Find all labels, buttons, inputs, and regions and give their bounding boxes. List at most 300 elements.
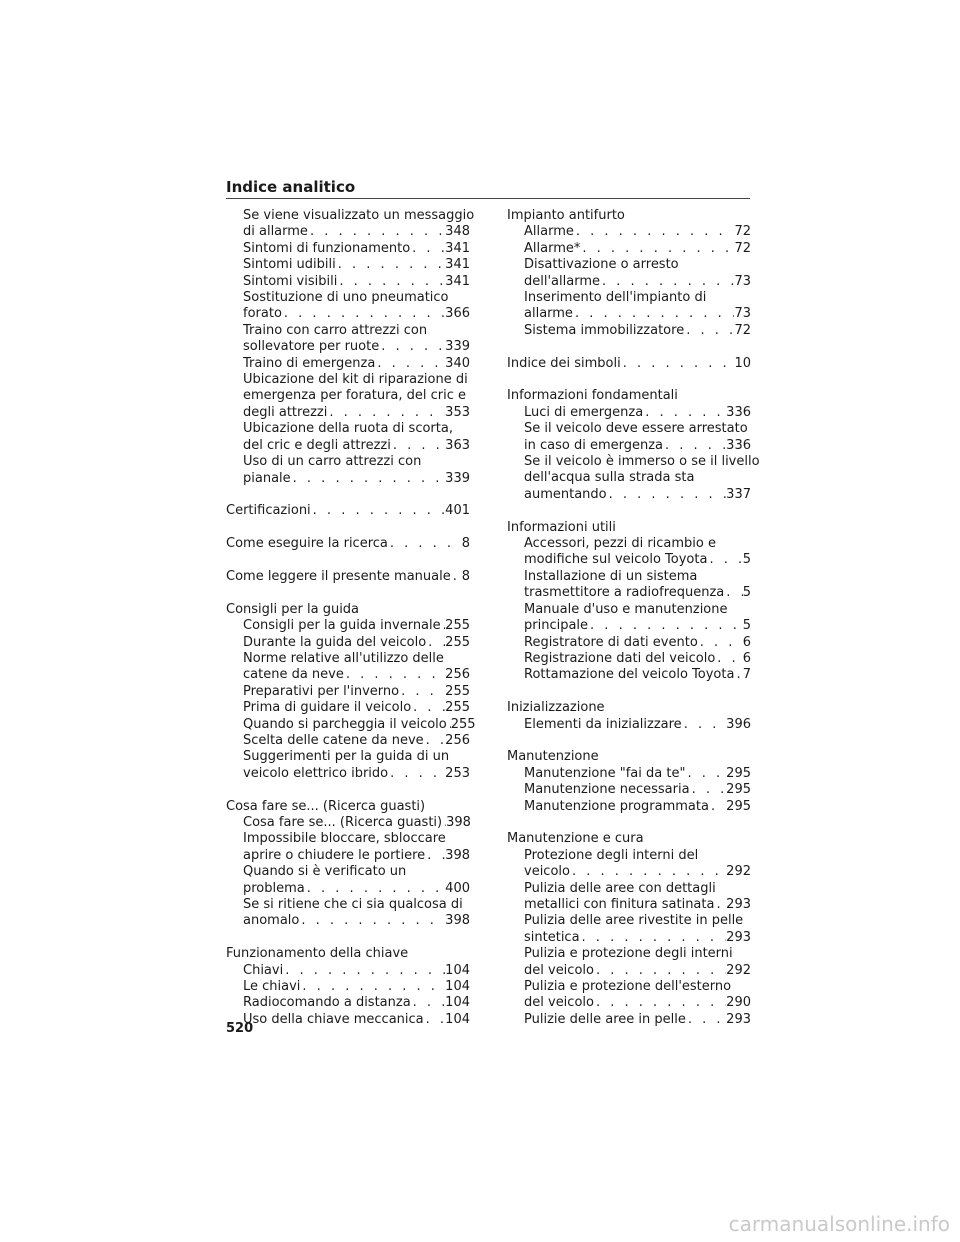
index-page-ref[interactable]: 340 [445, 355, 470, 371]
index-entry [226, 651, 470, 684]
index-entry-text: Traino con carro attrezzi con [243, 322, 428, 338]
index-line [226, 831, 470, 847]
index-group-title [507, 356, 751, 372]
index-line [507, 848, 751, 864]
index-line [507, 946, 751, 962]
index-entry-text: Disattivazione o arresto [524, 257, 679, 273]
index-page-ref[interactable]: 295 [726, 782, 751, 798]
index-line [507, 979, 751, 995]
index-line [226, 438, 470, 454]
index-line [507, 799, 751, 815]
index-group [226, 946, 470, 1028]
index-entry-text: sollevatore per ruote [243, 339, 380, 355]
index-line [507, 864, 751, 880]
index-line [226, 454, 470, 470]
index-entry-text: Manutenzione "fai da te" [524, 765, 686, 781]
index-page-ref[interactable]: 353 [445, 404, 470, 420]
index-entry-text: Certificazioni [226, 503, 311, 519]
index-page-ref[interactable]: 292 [726, 962, 751, 978]
index-entry-text: Manuale d'uso e manutenzione [524, 601, 728, 617]
index-entry [507, 799, 751, 815]
index-entry-text: Pulizia delle aree rivestite in pelle [524, 913, 744, 929]
index-page-ref[interactable]: 10 [734, 355, 751, 371]
index-entry-text: forato [243, 306, 282, 322]
index-entry [507, 405, 751, 421]
index-entry [507, 848, 751, 881]
index-page-ref[interactable]: 5 [742, 552, 751, 568]
index-page-ref[interactable]: 255 [445, 683, 470, 699]
index-entry [226, 749, 470, 782]
index-line [226, 471, 470, 487]
dot-leader [451, 569, 462, 585]
index-group [507, 700, 751, 733]
index-group-title [226, 569, 470, 585]
index-page-ref[interactable]: 341 [445, 257, 470, 273]
index-page-ref[interactable]: 255 [445, 618, 470, 634]
index-line [507, 963, 751, 979]
index-entry-text: del veicolo [524, 962, 594, 978]
index-entry-text: pianale [243, 470, 291, 486]
index-line [507, 241, 751, 257]
index-line [226, 372, 470, 388]
index-entry-text: Allarme* [524, 240, 581, 256]
index-line [507, 224, 751, 240]
index-page-ref[interactable]: 72 [734, 322, 751, 338]
index-entry [507, 667, 751, 683]
index-group [226, 569, 470, 585]
index-line [226, 323, 470, 339]
index-entry-text: Preparativi per l'inverno [243, 683, 400, 699]
index-page-ref[interactable]: 255 [450, 716, 476, 732]
dot-leader [607, 487, 727, 503]
dot-leader [600, 274, 734, 290]
dot-leader [311, 503, 446, 519]
index-line [226, 241, 470, 257]
index-line [507, 257, 751, 273]
index-entry-text: Registratore di dati evento [524, 634, 698, 650]
index-entry-text: Consigli per la guida invernale [243, 618, 441, 634]
index-group [507, 831, 751, 1028]
index-line [507, 766, 751, 782]
index-entry-text: Protezione degli interni del [524, 847, 699, 863]
index-entry-text: anomalo [243, 913, 300, 929]
index-entry-text: Elementi da inizializzare [524, 716, 682, 732]
index-entry [226, 995, 470, 1011]
index-entry-text: Cosa fare se... (Ricerca guasti) [243, 814, 443, 830]
dot-leader [690, 782, 727, 798]
index-entry [507, 224, 751, 240]
dot-leader [300, 979, 445, 995]
index-entry-text: Installazione di un sistema [524, 568, 698, 584]
index-page-ref[interactable]: 255 [445, 700, 470, 716]
index-page-ref[interactable]: 255 [445, 634, 470, 650]
index-page-ref[interactable]: 363 [445, 437, 470, 453]
index-page-ref[interactable]: 104 [445, 995, 470, 1011]
index-line [507, 651, 751, 667]
dot-leader [344, 667, 445, 683]
index-entry [507, 946, 751, 979]
index-line [226, 749, 470, 765]
index-group [226, 536, 470, 552]
index-entry-text: Indice dei simboli [507, 355, 621, 371]
index-entry-text: Luci di emergenza [524, 404, 644, 420]
index-entry [226, 274, 470, 290]
index-line [507, 881, 751, 897]
dot-leader [283, 963, 445, 979]
index-line [507, 306, 751, 322]
index-group [226, 601, 476, 782]
index-group [226, 799, 470, 930]
index-entry-text: allarme [524, 306, 573, 322]
index-line [226, 815, 470, 831]
dot-leader [411, 995, 446, 1011]
index-entry-text: Come eseguire la ricerca [226, 536, 388, 552]
index-line [507, 438, 751, 454]
index-page-ref[interactable]: 398 [446, 814, 471, 830]
index-entry-text: di allarme [243, 224, 308, 240]
index-group-title: Manutenzione e cura [507, 831, 644, 847]
index-entry-text: Rottamazione del veicolo Toyota [524, 667, 735, 683]
index-entry-text: dell'allarme [524, 273, 600, 289]
index-page-ref[interactable]: 293 [726, 1011, 751, 1027]
index-entry-text: Le chiavi [243, 979, 301, 994]
index-entry-text: emergenza per foratura, del cric e [243, 388, 467, 404]
index-line [226, 897, 470, 913]
index-line [226, 667, 470, 683]
dot-leader [282, 306, 445, 322]
index-group-title [226, 536, 470, 552]
index-line [507, 274, 751, 290]
index-entry-text: Sostituzione di uno pneumatico [243, 290, 449, 306]
index-entry [507, 241, 751, 257]
index-entry-text: Registrazione dati del veicolo [524, 650, 716, 666]
dot-leader [424, 733, 446, 749]
index-page-ref[interactable]: 341 [445, 273, 470, 289]
index-line [507, 930, 751, 946]
index-entry-text: in caso di emergenza [524, 437, 664, 453]
index-entry-text: Pulizia delle aree con dettagli [524, 880, 716, 896]
index-entry-text: Pulizia e protezione dell'esterno [524, 979, 732, 994]
index-line [226, 766, 470, 782]
page-title: Indice analitico [226, 178, 356, 196]
watermark: carmanualsonline.info [728, 1212, 950, 1236]
index-entry-text: Se si ritiene che ci sia qualcosa di [243, 896, 463, 912]
index-line [507, 995, 751, 1011]
index-entry-text: Accessori, pezzi di ricambio e [524, 536, 716, 552]
index-page-ref[interactable]: 398 [445, 847, 470, 863]
index-line [226, 618, 470, 634]
index-page-ref[interactable]: 293 [726, 929, 751, 945]
dot-leader [621, 356, 735, 372]
dot-leader [411, 700, 445, 716]
index-group-title: Impianto antifurto [507, 208, 625, 223]
index-group-title: Funzionamento della chiave [226, 946, 409, 962]
index-page-ref[interactable]: 293 [726, 896, 751, 912]
index-entry-text: Uso della chiave meccanica [243, 1011, 424, 1027]
index-line [226, 716, 476, 733]
index-entry [226, 1012, 470, 1028]
index-entry-text: Suggerimenti per la guida di un [243, 749, 450, 765]
index-line [226, 963, 470, 979]
dot-leader [709, 799, 726, 815]
index-entry [226, 897, 470, 930]
dot-leader [686, 1012, 726, 1028]
index-group [507, 356, 751, 372]
index-page-ref[interactable]: 341 [445, 240, 470, 256]
index-page-ref[interactable]: 5 [742, 618, 751, 634]
index-entry [226, 716, 476, 733]
index-line [507, 667, 751, 683]
index-page-ref[interactable]: 6 [742, 634, 751, 650]
index-page-ref[interactable]: 400 [445, 880, 470, 896]
index-entry-text: Inserimento dell'impianto di [524, 290, 707, 306]
index-page-ref[interactable]: 8 [461, 568, 470, 584]
index-entry [507, 421, 751, 454]
index-entry-text: modifiche sul veicolo Toyota [524, 552, 708, 568]
index-entry [507, 766, 751, 782]
index-page-ref[interactable]: 256 [445, 732, 470, 748]
index-line [226, 733, 470, 749]
index-line [226, 700, 470, 716]
index-line [226, 864, 470, 880]
dot-leader [426, 635, 445, 651]
index-entry-text: veicolo elettrico ibrido [243, 765, 389, 781]
index-entry [226, 257, 470, 273]
index-column-left [226, 208, 476, 1045]
index-entry [226, 831, 470, 864]
dot-leader [574, 224, 735, 240]
dot-leader [594, 963, 726, 979]
index-line [226, 421, 470, 437]
dot-leader [379, 339, 445, 355]
index-entry-text: trasmettitore a radiofrequenza [524, 585, 725, 601]
index-line [226, 635, 470, 651]
index-page-ref[interactable]: 104 [445, 1011, 470, 1027]
index-page-ref[interactable]: 295 [726, 765, 751, 781]
index-entry [226, 454, 470, 487]
index-line [226, 881, 470, 897]
index-entry-text: Sintomi di funzionamento [243, 240, 411, 256]
index-entry-text: Allarme [524, 224, 574, 240]
index-line [507, 913, 751, 929]
index-entry-text: Pulizia e protezione degli interni [524, 946, 733, 962]
index-line [226, 274, 470, 290]
index-entry-text: dell'acqua sulla strada sta [524, 470, 695, 486]
index-entry [226, 733, 470, 749]
dot-leader [308, 224, 445, 240]
index-entry-text: sintetica [524, 929, 580, 945]
dot-leader [299, 913, 445, 929]
index-line [226, 388, 470, 404]
index-group-title: Informazioni fondamentali [507, 388, 678, 404]
index-entry [507, 536, 751, 569]
index-page-ref[interactable]: 253 [445, 765, 470, 781]
index-line [507, 290, 751, 306]
index-entry-text: metallici con finitura satinata [524, 896, 715, 912]
index-line [226, 848, 470, 864]
index-group-title [226, 503, 470, 519]
index-page-ref[interactable]: 348 [445, 224, 470, 240]
index-entry-text: Quando si parcheggia il veicolo [243, 716, 447, 732]
index-page-ref[interactable]: 336 [726, 437, 751, 453]
page-number: 520 [226, 1021, 254, 1036]
index-page-ref[interactable]: 292 [726, 864, 751, 880]
index-entry [226, 979, 470, 995]
dot-leader [305, 881, 445, 897]
index-page-ref[interactable]: 337 [726, 486, 751, 502]
index-entry-text: Chiavi [243, 962, 284, 978]
index-entry [226, 208, 475, 241]
dot-leader [399, 684, 445, 700]
index-line [226, 1012, 470, 1028]
index-page-ref[interactable]: 401 [445, 503, 470, 519]
dot-leader [424, 1012, 446, 1028]
index-page-ref[interactable]: 396 [726, 716, 751, 732]
index-page-ref[interactable]: 366 [445, 306, 470, 322]
index-group [507, 388, 760, 503]
index-line [507, 454, 760, 470]
index-entry [507, 569, 751, 602]
index-page-ref[interactable]: 104 [445, 979, 470, 994]
index-entry-text: Uso di un carro attrezzi con [243, 454, 422, 470]
index-page-ref[interactable]: 8 [461, 536, 470, 552]
index-entry-text: principale [524, 618, 589, 634]
index-line [226, 257, 470, 273]
index-entry-text: Pulizie delle aree in pelle [524, 1011, 686, 1027]
index-entry [226, 635, 470, 651]
index-entry [507, 290, 751, 323]
index-entry-text: Se viene visualizzato un messaggio [243, 208, 475, 223]
index-entry-text: Durante la guida del veicolo [243, 634, 427, 650]
index-entry-text: del veicolo [524, 995, 594, 1011]
index-entry-text: Prima di guidare il veicolo [243, 700, 412, 716]
index-entry-text: Quando si è verificato un [243, 864, 407, 880]
index-page-ref[interactable]: 7 [742, 667, 751, 683]
index-page-ref[interactable]: 73 [734, 273, 751, 289]
index-entry-text: Impossibile bloccare, sbloccare [243, 831, 446, 847]
dot-leader [724, 585, 742, 601]
index-entry-text: Sistema immobilizzatore [524, 322, 685, 338]
index-page-ref[interactable]: 336 [726, 404, 751, 420]
index-entry-text: Norme relative all'utilizzo delle [243, 650, 444, 666]
index-group-title: Inizializzazione [507, 700, 605, 716]
index-entry [226, 700, 470, 716]
dot-leader [580, 241, 734, 257]
index-entry [226, 963, 470, 979]
index-line [507, 487, 751, 503]
index-page-ref[interactable]: 290 [726, 995, 751, 1011]
dot-leader [714, 897, 726, 913]
index-page-ref[interactable]: 5 [742, 585, 751, 601]
index-page-ref[interactable]: 72 [734, 224, 751, 240]
index-line [226, 339, 470, 355]
index-entry-text: Ubicazione della ruota di scorta, [243, 421, 453, 437]
index-entry-text: Ubicazione del kit di riparazione di [243, 372, 468, 388]
index-entry-text: Traino di emergenza [243, 355, 376, 371]
dot-leader [685, 766, 726, 782]
index-entry [226, 241, 470, 257]
dot-leader [336, 257, 445, 273]
index-entry-text: Manutenzione programmata [524, 798, 709, 814]
dot-leader [734, 667, 742, 683]
index-line [507, 323, 751, 339]
dot-leader [707, 552, 742, 568]
dot-leader [391, 438, 445, 454]
dot-leader [410, 241, 445, 257]
dot-leader [580, 930, 727, 946]
index-entry [226, 356, 470, 372]
index-page-ref[interactable]: 72 [734, 240, 751, 256]
index-line [507, 635, 751, 651]
index-entry [226, 618, 470, 634]
index-group-title: Informazioni utili [507, 519, 616, 535]
index-page-ref[interactable]: 73 [734, 306, 751, 322]
index-entry [507, 454, 760, 503]
index-line [507, 717, 751, 733]
index-group [507, 749, 751, 815]
index-entry-text: del cric e degli attrezzi [243, 437, 391, 453]
index-entry-text: degli attrezzi [243, 404, 328, 420]
index-line [226, 290, 470, 306]
index-line [226, 306, 470, 322]
index-entry-text: Sintomi udibili [243, 257, 336, 273]
dot-leader [594, 995, 726, 1011]
index-entry [507, 1012, 751, 1028]
index-entry [507, 717, 751, 733]
index-entry-text: Manutenzione necessaria [524, 782, 690, 798]
index-entry-text: Se il veicolo è immerso o se il livello [524, 454, 760, 470]
index-entry [507, 979, 751, 1012]
index-entry [226, 290, 470, 323]
index-page-ref[interactable]: 339 [445, 339, 470, 355]
index-line [226, 208, 475, 224]
index-group [507, 520, 751, 684]
index-entry [507, 635, 751, 651]
index-line [507, 569, 751, 585]
index-line [226, 913, 470, 929]
index-entry-text: aprire o chiudere le portiere [243, 847, 426, 863]
index-page-ref[interactable]: 339 [445, 470, 470, 486]
dot-leader [643, 405, 726, 421]
index-entry-text: Scelta delle catene da neve [243, 732, 424, 748]
index-column-right [507, 208, 760, 1045]
index-entry [507, 913, 751, 946]
dot-leader [684, 323, 734, 339]
index-page-ref[interactable]: 256 [445, 667, 470, 683]
dot-leader [425, 848, 445, 864]
dot-leader [682, 717, 726, 733]
index-entry-text: problema [243, 880, 305, 896]
index-page-ref[interactable]: 104 [445, 962, 470, 978]
index-page-ref[interactable]: 6 [742, 650, 751, 666]
index-line [226, 405, 470, 421]
index-line [226, 995, 470, 1011]
index-entry-text: veicolo [524, 864, 570, 880]
index-entry [226, 372, 470, 421]
index-page-ref[interactable]: 295 [726, 798, 751, 814]
index-line [226, 651, 470, 667]
index-page-ref[interactable]: 398 [445, 913, 470, 929]
index-entry [507, 881, 751, 914]
index-line [507, 585, 751, 601]
dot-leader [388, 536, 462, 552]
index-entry [507, 782, 751, 798]
index-entry [507, 651, 751, 667]
index-line [507, 782, 751, 798]
index-entry [226, 815, 470, 831]
index-entry-text: aumentando [524, 486, 607, 502]
index-entry-text: Radiocomando a distanza [243, 995, 411, 1011]
